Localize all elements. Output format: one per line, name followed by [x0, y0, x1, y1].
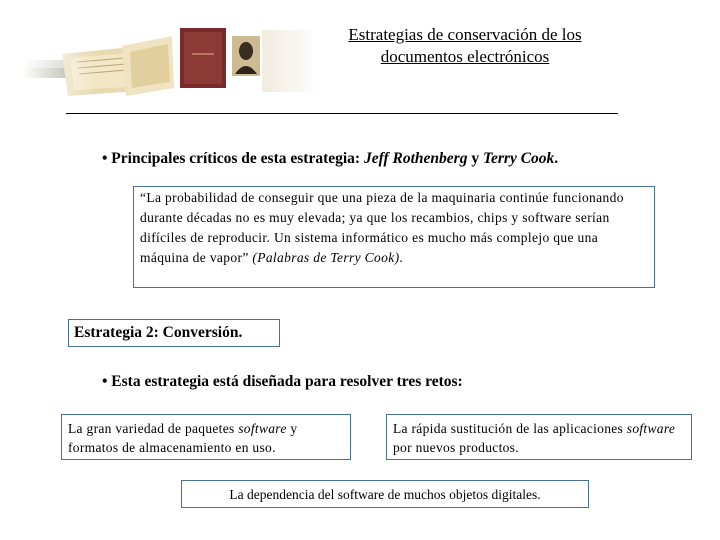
challenge2-text-em: software	[626, 421, 676, 436]
critics-bullet-end: .	[554, 150, 559, 167]
quote-box	[133, 186, 655, 288]
strategy-2-heading: Estrategia 2: Conversión.	[68, 319, 280, 347]
header-documents-image	[22, 24, 322, 100]
page-title-line1: Estrategias de conservación de los	[348, 25, 582, 44]
challenge2-text-pre: La rápida sustitución de las aplicaciones	[393, 421, 627, 436]
critic-rothenberg: Jeff Rothenberg	[363, 150, 468, 167]
challenge1-text-em: software	[238, 421, 287, 436]
quote-attribution: (Palabras de Terry Cook)	[252, 250, 400, 265]
page-title	[300, 24, 630, 68]
challenge2-text-post: por nuevos productos.	[393, 440, 519, 455]
challenges-bullet: • Esta estrategia está diseñada para resolver tres retos:	[102, 373, 463, 390]
challenge1-text-pre: La gran variedad de paquetes	[68, 421, 239, 436]
page-title-line2: documentos electrónicos	[380, 47, 550, 66]
critic-cook: Terry Cook	[482, 150, 555, 167]
critics-conjunction: y	[467, 150, 483, 167]
challenge-box-3: La dependencia del software de muchos objetos digitales.	[181, 480, 589, 508]
title-divider	[66, 113, 618, 114]
challenge-box-2	[386, 414, 692, 460]
quote-text: “La probabilidad de conseguir que una pieza de la maquinaria continúe funcionando durante décadas no es muy elevada; ya que los recambios, chips y software serían difíciles de reproducir. Un sistema informático es mucho más complejo que una máquina de vapor”	[140, 190, 624, 265]
challenge1-text-post: y formatos de almacenamiento en uso.	[68, 421, 298, 455]
critics-bullet	[102, 150, 558, 168]
quote-end: .	[399, 250, 404, 265]
challenge-box-1	[61, 414, 351, 460]
critics-bullet-prefix: • Principales críticos de esta estrategia:	[102, 150, 364, 167]
